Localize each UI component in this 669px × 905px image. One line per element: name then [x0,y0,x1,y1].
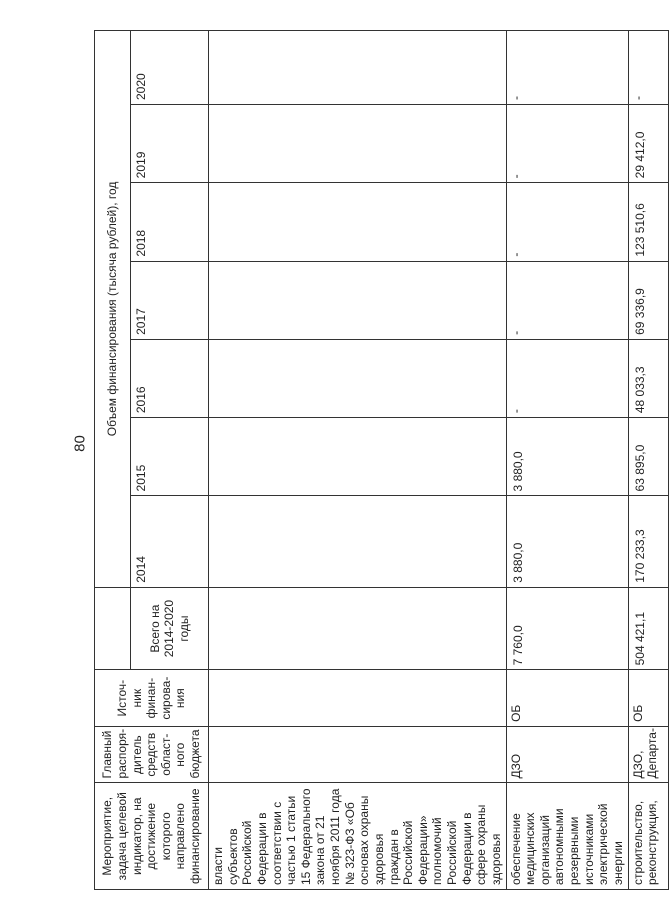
row-source: ОБ [506,670,628,727]
row-value-2016: - [506,339,628,417]
row-value-2018 [209,183,507,261]
row-value-2014 [209,496,507,587]
header-year-2020: 2020 [131,31,209,105]
row-value-2017: 69 336,9 [628,261,668,339]
row-value-2020 [209,31,507,105]
table-row [209,31,507,890]
financing-table [94,30,669,890]
header-year-2014: 2014 [131,496,209,587]
row-value-2020: - [506,31,628,105]
row-value-2014: 3 880,0 [506,496,628,587]
row-value-2016: 48 033,3 [628,339,668,417]
table-row [506,31,628,890]
row-total [209,587,507,670]
row-event: власти субъектов Российской Федерации в соответствии с частью 1 статьи 15 Федерального закона от 21 ноября 2011 года № 323-ФЗ «Об основах охраны здоровья граждан в Российской Федерации» полномочий Российской Федерации в сфере охраны здоровья [209,783,507,890]
header-year-2017: 2017 [131,261,209,339]
header-year-2015: 2015 [131,418,209,496]
row-total: 7 760,0 [506,587,628,670]
row-value-2016 [209,339,507,417]
row-value-2019: 29 412,0 [628,105,668,183]
row-value-2015: 63 895,0 [628,418,668,496]
header-source: Источ-ник финан-сирова-ния [95,670,209,727]
row-value-2017: - [506,261,628,339]
financing-table-wrapper [94,30,660,890]
header-year-2016: 2016 [131,339,209,417]
table-row [628,31,668,890]
header-total-spacer [95,587,131,670]
page-number: 80 [71,435,89,452]
row-value-2015 [209,418,507,496]
row-source [209,670,507,727]
row-value-2014: 170 233,3 [628,496,668,587]
row-manager: ДЗО, Департа- [628,726,668,783]
row-manager [209,726,507,783]
row-value-2018: - [506,183,628,261]
header-manager: Главный распоря-дитель средств област-ного бюджета [95,726,209,783]
header-event: Мероприятие, задача целевой индикатор, на достижение которого направлено финансирование [95,783,209,890]
row-value-2019: - [506,105,628,183]
row-value-2015: 3 880,0 [506,418,628,496]
row-value-2019 [209,105,507,183]
row-event: строительство, реконструкция, [628,783,668,890]
row-value-2020: - [628,31,668,105]
header-total: Всего на 2014-2020 годы [131,587,209,670]
header-year-2019: 2019 [131,105,209,183]
row-event: обеспечение медицинских организаций автономными резервными источниками электрической энергии [506,783,628,890]
row-value-2017 [209,261,507,339]
row-source: ОБ [628,670,668,727]
header-year-2018: 2018 [131,183,209,261]
row-manager: ДЗО [506,726,628,783]
header-volume: Объем финансирования (тысяча рублей), год [95,31,131,588]
row-value-2018: 123 510,6 [628,183,668,261]
row-total: 504 421,1 [628,587,668,670]
